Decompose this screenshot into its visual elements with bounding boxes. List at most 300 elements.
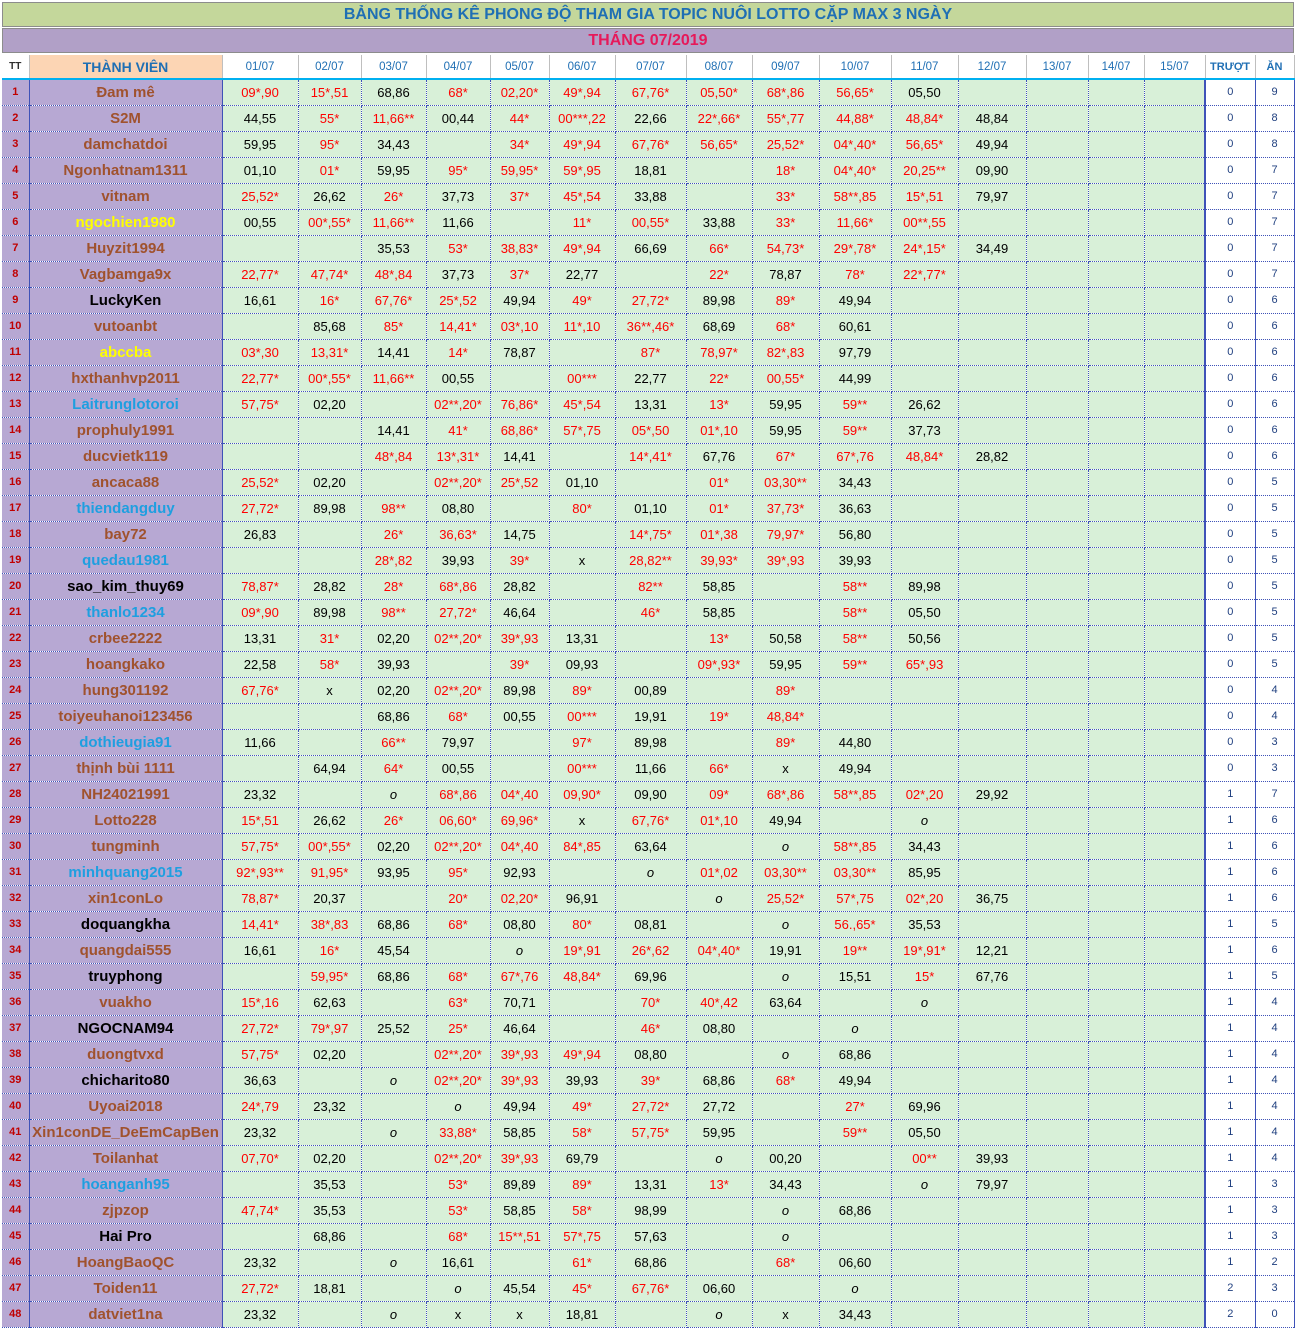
pick-cell[interactable]: 00,55: [426, 755, 490, 781]
pick-cell[interactable]: [1144, 807, 1205, 833]
pick-cell[interactable]: [958, 911, 1026, 937]
pick-cell[interactable]: 58,85: [490, 1197, 549, 1223]
pick-cell[interactable]: 82**: [615, 573, 686, 599]
member-name-cell[interactable]: hoangkako: [29, 651, 222, 677]
row-number-cell[interactable]: 23: [2, 651, 29, 677]
pick-cell[interactable]: [1144, 157, 1205, 183]
pick-cell[interactable]: [819, 677, 891, 703]
pick-cell[interactable]: [752, 1093, 819, 1119]
pick-cell[interactable]: 67,76: [958, 963, 1026, 989]
pick-cell[interactable]: 68,86: [819, 1197, 891, 1223]
pick-cell[interactable]: [1026, 573, 1088, 599]
pick-cell[interactable]: [615, 469, 686, 495]
pick-cell[interactable]: o: [361, 781, 426, 807]
pick-cell[interactable]: [1026, 469, 1088, 495]
pick-cell[interactable]: [958, 209, 1026, 235]
pick-cell[interactable]: [1088, 79, 1144, 105]
header-date[interactable]: 11/07: [891, 55, 958, 79]
pick-cell[interactable]: 57,75*: [222, 391, 298, 417]
row-number-cell[interactable]: 32: [2, 885, 29, 911]
pick-cell[interactable]: [891, 703, 958, 729]
miss-count-cell[interactable]: 1: [1205, 1249, 1255, 1275]
pick-cell[interactable]: 29,92: [958, 781, 1026, 807]
pick-cell[interactable]: 37,73: [426, 261, 490, 287]
pick-cell[interactable]: [549, 521, 615, 547]
pick-cell[interactable]: [549, 599, 615, 625]
pick-cell[interactable]: [1144, 625, 1205, 651]
miss-count-cell[interactable]: 1: [1205, 937, 1255, 963]
pick-cell[interactable]: [1088, 365, 1144, 391]
pick-cell[interactable]: 59,95*: [490, 157, 549, 183]
pick-cell[interactable]: 59,95: [686, 1119, 752, 1145]
pick-cell[interactable]: [1088, 417, 1144, 443]
pick-cell[interactable]: o: [752, 1197, 819, 1223]
pick-cell[interactable]: [1026, 599, 1088, 625]
row-number-cell[interactable]: 25: [2, 703, 29, 729]
pick-cell[interactable]: [1026, 1015, 1088, 1041]
pick-cell[interactable]: [1088, 131, 1144, 157]
pick-cell[interactable]: 25,52*: [752, 885, 819, 911]
member-name-cell[interactable]: Laitrunglotoroi: [29, 391, 222, 417]
pick-cell[interactable]: 79,97: [426, 729, 490, 755]
pick-cell[interactable]: 19,91: [615, 703, 686, 729]
pick-cell[interactable]: 66,69: [615, 235, 686, 261]
pick-cell[interactable]: 89*: [549, 677, 615, 703]
pick-cell[interactable]: 63*: [426, 989, 490, 1015]
pick-cell[interactable]: [686, 833, 752, 859]
pick-cell[interactable]: [1088, 1041, 1144, 1067]
pick-cell[interactable]: 70,71: [490, 989, 549, 1015]
header-date[interactable]: 08/07: [686, 55, 752, 79]
pick-cell[interactable]: 02**,20*: [426, 1145, 490, 1171]
pick-cell[interactable]: [1026, 859, 1088, 885]
pick-cell[interactable]: 58,85: [490, 1119, 549, 1145]
row-number-cell[interactable]: 26: [2, 729, 29, 755]
miss-count-cell[interactable]: 0: [1205, 391, 1255, 417]
pick-cell[interactable]: 02,20: [298, 469, 361, 495]
pick-cell[interactable]: 65*,93: [891, 651, 958, 677]
pick-cell[interactable]: [1088, 625, 1144, 651]
pick-cell[interactable]: 97*: [549, 729, 615, 755]
pick-cell[interactable]: 16,61: [426, 1249, 490, 1275]
pick-cell[interactable]: [1144, 339, 1205, 365]
pick-cell[interactable]: [891, 1301, 958, 1327]
pick-cell[interactable]: [891, 1015, 958, 1041]
pick-cell[interactable]: 34,43: [361, 131, 426, 157]
pick-cell[interactable]: 27,72: [686, 1093, 752, 1119]
pick-cell[interactable]: [1026, 105, 1088, 131]
pick-cell[interactable]: 18,81: [298, 1275, 361, 1301]
miss-count-cell[interactable]: 0: [1205, 599, 1255, 625]
pick-cell[interactable]: 79,97: [958, 183, 1026, 209]
win-count-cell[interactable]: 4: [1255, 677, 1294, 703]
pick-cell[interactable]: [1026, 261, 1088, 287]
pick-cell[interactable]: 00,55: [490, 703, 549, 729]
pick-cell[interactable]: 89*: [752, 287, 819, 313]
pick-cell[interactable]: [1026, 1197, 1088, 1223]
pick-cell[interactable]: [958, 417, 1026, 443]
header-member[interactable]: THÀNH VIÊN: [29, 55, 222, 79]
header-date[interactable]: 04/07: [426, 55, 490, 79]
pick-cell[interactable]: [891, 365, 958, 391]
pick-cell[interactable]: 68*: [752, 1067, 819, 1093]
row-number-cell[interactable]: 14: [2, 417, 29, 443]
win-count-cell[interactable]: 2: [1255, 1249, 1294, 1275]
pick-cell[interactable]: [1088, 703, 1144, 729]
pick-cell[interactable]: 59,95: [361, 157, 426, 183]
pick-cell[interactable]: 26*: [361, 807, 426, 833]
pick-cell[interactable]: [891, 313, 958, 339]
win-count-cell[interactable]: 5: [1255, 573, 1294, 599]
pick-cell[interactable]: 85*: [361, 313, 426, 339]
pick-cell[interactable]: [958, 1249, 1026, 1275]
pick-cell[interactable]: 14,41*: [222, 911, 298, 937]
pick-cell[interactable]: [1088, 1249, 1144, 1275]
pick-cell[interactable]: [1144, 131, 1205, 157]
pick-cell[interactable]: 06,60: [686, 1275, 752, 1301]
pick-cell[interactable]: 55*,77: [752, 105, 819, 131]
row-number-cell[interactable]: 11: [2, 339, 29, 365]
pick-cell[interactable]: [1088, 885, 1144, 911]
row-number-cell[interactable]: 4: [2, 157, 29, 183]
pick-cell[interactable]: 34,43: [819, 1301, 891, 1327]
pick-cell[interactable]: [490, 729, 549, 755]
pick-cell[interactable]: 26,62: [891, 391, 958, 417]
pick-cell[interactable]: 39*,93: [490, 1041, 549, 1067]
miss-count-cell[interactable]: 1: [1205, 781, 1255, 807]
pick-cell[interactable]: 22,66: [615, 105, 686, 131]
member-name-cell[interactable]: LuckyKen: [29, 287, 222, 313]
member-name-cell[interactable]: truyphong: [29, 963, 222, 989]
pick-cell[interactable]: [1088, 1119, 1144, 1145]
member-name-cell[interactable]: xin1conLo: [29, 885, 222, 911]
pick-cell[interactable]: [298, 1119, 361, 1145]
pick-cell[interactable]: [1088, 651, 1144, 677]
pick-cell[interactable]: [1088, 105, 1144, 131]
pick-cell[interactable]: [361, 1171, 426, 1197]
win-count-cell[interactable]: 5: [1255, 495, 1294, 521]
pick-cell[interactable]: 00,20: [752, 1145, 819, 1171]
pick-cell[interactable]: 29*,78*: [819, 235, 891, 261]
pick-cell[interactable]: 02*,20: [891, 781, 958, 807]
pick-cell[interactable]: [549, 339, 615, 365]
member-name-cell[interactable]: Toilanhat: [29, 1145, 222, 1171]
miss-count-cell[interactable]: 0: [1205, 79, 1255, 105]
member-name-cell[interactable]: chicharito80: [29, 1067, 222, 1093]
header-date[interactable]: 01/07: [222, 55, 298, 79]
pick-cell[interactable]: 09,90: [958, 157, 1026, 183]
pick-cell[interactable]: [1144, 1223, 1205, 1249]
row-number-cell[interactable]: 19: [2, 547, 29, 573]
pick-cell[interactable]: 56,65*: [891, 131, 958, 157]
pick-cell[interactable]: 45*,54: [549, 391, 615, 417]
pick-cell[interactable]: [615, 625, 686, 651]
pick-cell[interactable]: [1144, 729, 1205, 755]
pick-cell[interactable]: [819, 1145, 891, 1171]
pick-cell[interactable]: 44,55: [222, 105, 298, 131]
pick-cell[interactable]: 01,10: [222, 157, 298, 183]
pick-cell[interactable]: 68*,86: [426, 781, 490, 807]
pick-cell[interactable]: [1088, 235, 1144, 261]
member-name-cell[interactable]: bay72: [29, 521, 222, 547]
pick-cell[interactable]: 02*,20: [891, 885, 958, 911]
pick-cell[interactable]: 23,32: [222, 1249, 298, 1275]
pick-cell[interactable]: [615, 651, 686, 677]
pick-cell[interactable]: [1026, 417, 1088, 443]
pick-cell[interactable]: 27*: [819, 1093, 891, 1119]
pick-cell[interactable]: 05,50: [891, 1119, 958, 1145]
pick-cell[interactable]: 69,96: [615, 963, 686, 989]
pick-cell[interactable]: o: [426, 1275, 490, 1301]
pick-cell[interactable]: [891, 547, 958, 573]
pick-cell[interactable]: 37*: [490, 183, 549, 209]
pick-cell[interactable]: [1144, 989, 1205, 1015]
miss-count-cell[interactable]: 0: [1205, 235, 1255, 261]
pick-cell[interactable]: o: [361, 1119, 426, 1145]
pick-cell[interactable]: [1026, 911, 1088, 937]
row-number-cell[interactable]: 48: [2, 1301, 29, 1327]
pick-cell[interactable]: 70*: [615, 989, 686, 1015]
pick-cell[interactable]: 39*: [490, 547, 549, 573]
row-number-cell[interactable]: 28: [2, 781, 29, 807]
pick-cell[interactable]: 03,30**: [819, 859, 891, 885]
pick-cell[interactable]: 26*: [361, 521, 426, 547]
pick-cell[interactable]: [1144, 963, 1205, 989]
pick-cell[interactable]: 04*,40*: [819, 157, 891, 183]
pick-cell[interactable]: 22,77*: [222, 261, 298, 287]
win-count-cell[interactable]: 6: [1255, 937, 1294, 963]
pick-cell[interactable]: 95*: [426, 859, 490, 885]
pick-cell[interactable]: [958, 599, 1026, 625]
pick-cell[interactable]: [1088, 1223, 1144, 1249]
row-number-cell[interactable]: 40: [2, 1093, 29, 1119]
pick-cell[interactable]: 26,62: [298, 183, 361, 209]
member-name-cell[interactable]: Uyoai2018: [29, 1093, 222, 1119]
header-date[interactable]: 14/07: [1088, 55, 1144, 79]
win-count-cell[interactable]: 4: [1255, 1015, 1294, 1041]
pick-cell[interactable]: 18,81: [615, 157, 686, 183]
pick-cell[interactable]: 08,80: [490, 911, 549, 937]
pick-cell[interactable]: 89,98: [615, 729, 686, 755]
win-count-cell[interactable]: 6: [1255, 313, 1294, 339]
miss-count-cell[interactable]: 1: [1205, 1145, 1255, 1171]
pick-cell[interactable]: 78,87: [490, 339, 549, 365]
pick-cell[interactable]: 44,99: [819, 365, 891, 391]
pick-cell[interactable]: 04*,40: [490, 781, 549, 807]
pick-cell[interactable]: [958, 703, 1026, 729]
pick-cell[interactable]: 67*,76: [490, 963, 549, 989]
pick-cell[interactable]: [1144, 703, 1205, 729]
pick-cell[interactable]: 05,50: [891, 599, 958, 625]
pick-cell[interactable]: [222, 1223, 298, 1249]
pick-cell[interactable]: 68,86: [298, 1223, 361, 1249]
pick-cell[interactable]: 01*: [298, 157, 361, 183]
pick-cell[interactable]: 13*: [686, 625, 752, 651]
pick-cell[interactable]: 02,20: [361, 677, 426, 703]
pick-cell[interactable]: 08,81: [615, 911, 686, 937]
pick-cell[interactable]: 33,88: [686, 209, 752, 235]
pick-cell[interactable]: 23,32: [222, 1119, 298, 1145]
pick-cell[interactable]: 93,95: [361, 859, 426, 885]
win-count-cell[interactable]: 7: [1255, 261, 1294, 287]
pick-cell[interactable]: 59,95: [752, 417, 819, 443]
member-name-cell[interactable]: thanlo1234: [29, 599, 222, 625]
win-count-cell[interactable]: 3: [1255, 1197, 1294, 1223]
pick-cell[interactable]: 49,94: [958, 131, 1026, 157]
header-date[interactable]: 09/07: [752, 55, 819, 79]
pick-cell[interactable]: [298, 547, 361, 573]
pick-cell[interactable]: 57,75*: [615, 1119, 686, 1145]
pick-cell[interactable]: 13,31: [615, 1171, 686, 1197]
pick-cell[interactable]: [298, 781, 361, 807]
member-name-cell[interactable]: ngochien1980: [29, 209, 222, 235]
pick-cell[interactable]: [958, 1119, 1026, 1145]
pick-cell[interactable]: 14,41: [361, 339, 426, 365]
pick-cell[interactable]: 57*,75: [549, 1223, 615, 1249]
pick-cell[interactable]: 67*: [752, 443, 819, 469]
pick-cell[interactable]: [819, 1171, 891, 1197]
pick-cell[interactable]: [1144, 443, 1205, 469]
pick-cell[interactable]: 58**: [819, 599, 891, 625]
pick-cell[interactable]: 02,20: [361, 625, 426, 651]
pick-cell[interactable]: [958, 1197, 1026, 1223]
pick-cell[interactable]: 49,94: [490, 287, 549, 313]
miss-count-cell[interactable]: 1: [1205, 807, 1255, 833]
pick-cell[interactable]: [1144, 235, 1205, 261]
win-count-cell[interactable]: 7: [1255, 183, 1294, 209]
header-date[interactable]: 07/07: [615, 55, 686, 79]
member-name-cell[interactable]: Vagbamga9x: [29, 261, 222, 287]
pick-cell[interactable]: o: [752, 1041, 819, 1067]
pick-cell[interactable]: 28,82**: [615, 547, 686, 573]
pick-cell[interactable]: [426, 937, 490, 963]
pick-cell[interactable]: [958, 469, 1026, 495]
pick-cell[interactable]: [1088, 1015, 1144, 1041]
pick-cell[interactable]: [958, 859, 1026, 885]
pick-cell[interactable]: 38*,83: [298, 911, 361, 937]
pick-cell[interactable]: [958, 339, 1026, 365]
pick-cell[interactable]: 08,80: [686, 1015, 752, 1041]
row-number-cell[interactable]: 38: [2, 1041, 29, 1067]
pick-cell[interactable]: 48,84*: [549, 963, 615, 989]
miss-count-cell[interactable]: 0: [1205, 443, 1255, 469]
pick-cell[interactable]: [1088, 677, 1144, 703]
pick-cell[interactable]: [891, 339, 958, 365]
pick-cell[interactable]: [891, 287, 958, 313]
pick-cell[interactable]: 23,32: [222, 781, 298, 807]
pick-cell[interactable]: [686, 729, 752, 755]
pick-cell[interactable]: 58*: [549, 1119, 615, 1145]
pick-cell[interactable]: 25*,52: [426, 287, 490, 313]
pick-cell[interactable]: 59**: [819, 391, 891, 417]
pick-cell[interactable]: 67,76*: [222, 677, 298, 703]
pick-cell[interactable]: 50,56: [891, 625, 958, 651]
pick-cell[interactable]: 16,61: [222, 287, 298, 313]
pick-cell[interactable]: [222, 443, 298, 469]
pick-cell[interactable]: 22,77: [615, 365, 686, 391]
pick-cell[interactable]: [686, 1223, 752, 1249]
pick-cell[interactable]: o: [490, 937, 549, 963]
row-number-cell[interactable]: 5: [2, 183, 29, 209]
pick-cell[interactable]: 89,98: [686, 287, 752, 313]
pick-cell[interactable]: 49*,94: [549, 131, 615, 157]
miss-count-cell[interactable]: 0: [1205, 157, 1255, 183]
pick-cell[interactable]: 98**: [361, 495, 426, 521]
pick-cell[interactable]: [958, 365, 1026, 391]
pick-cell[interactable]: 68*: [426, 1223, 490, 1249]
pick-cell[interactable]: 68,86: [819, 1041, 891, 1067]
pick-cell[interactable]: [1026, 807, 1088, 833]
pick-cell[interactable]: [1144, 1249, 1205, 1275]
row-number-cell[interactable]: 36: [2, 989, 29, 1015]
pick-cell[interactable]: 09,90: [615, 781, 686, 807]
pick-cell[interactable]: [1088, 781, 1144, 807]
header-date[interactable]: 10/07: [819, 55, 891, 79]
pick-cell[interactable]: [1088, 755, 1144, 781]
row-number-cell[interactable]: 22: [2, 625, 29, 651]
pick-cell[interactable]: [958, 391, 1026, 417]
pick-cell[interactable]: [1144, 1067, 1205, 1093]
miss-count-cell[interactable]: 0: [1205, 625, 1255, 651]
pick-cell[interactable]: 00***: [549, 703, 615, 729]
pick-cell[interactable]: [1088, 157, 1144, 183]
pick-cell[interactable]: 07,70*: [222, 1145, 298, 1171]
pick-cell[interactable]: [1026, 391, 1088, 417]
pick-cell[interactable]: [1088, 1275, 1144, 1301]
member-name-cell[interactable]: crbee2222: [29, 625, 222, 651]
pick-cell[interactable]: [1144, 1275, 1205, 1301]
pick-cell[interactable]: [1026, 287, 1088, 313]
pick-cell[interactable]: [1026, 547, 1088, 573]
pick-cell[interactable]: [1026, 495, 1088, 521]
pick-cell[interactable]: [1026, 79, 1088, 105]
pick-cell[interactable]: 24*,15*: [891, 235, 958, 261]
pick-cell[interactable]: o: [891, 989, 958, 1015]
pick-cell[interactable]: [1088, 495, 1144, 521]
pick-cell[interactable]: 38,83*: [490, 235, 549, 261]
pick-cell[interactable]: 76,86*: [490, 391, 549, 417]
pick-cell[interactable]: [958, 1041, 1026, 1067]
pick-cell[interactable]: 11*: [549, 209, 615, 235]
pick-cell[interactable]: 00,55*: [615, 209, 686, 235]
member-name-cell[interactable]: NH24021991: [29, 781, 222, 807]
pick-cell[interactable]: [1026, 209, 1088, 235]
pick-cell[interactable]: 68,86: [361, 79, 426, 105]
pick-cell[interactable]: 84*,85: [549, 833, 615, 859]
pick-cell[interactable]: [891, 755, 958, 781]
pick-cell[interactable]: [958, 755, 1026, 781]
pick-cell[interactable]: 15*,51: [222, 807, 298, 833]
pick-cell[interactable]: 46*: [615, 599, 686, 625]
pick-cell[interactable]: 11,66**: [361, 105, 426, 131]
win-count-cell[interactable]: 7: [1255, 209, 1294, 235]
miss-count-cell[interactable]: 0: [1205, 729, 1255, 755]
pick-cell[interactable]: 01*: [686, 495, 752, 521]
header-tt[interactable]: TT: [2, 55, 29, 79]
win-count-cell[interactable]: 6: [1255, 859, 1294, 885]
pick-cell[interactable]: [1144, 1301, 1205, 1327]
pick-cell[interactable]: 02,20: [298, 1145, 361, 1171]
pick-cell[interactable]: 27,72*: [615, 1093, 686, 1119]
pick-cell[interactable]: 09*: [686, 781, 752, 807]
member-name-cell[interactable]: hung301192: [29, 677, 222, 703]
pick-cell[interactable]: 02**,20*: [426, 1041, 490, 1067]
pick-cell[interactable]: 15,51: [819, 963, 891, 989]
win-count-cell[interactable]: 3: [1255, 729, 1294, 755]
pick-cell[interactable]: o: [426, 1093, 490, 1119]
pick-cell[interactable]: 09,93: [549, 651, 615, 677]
pick-cell[interactable]: [1144, 677, 1205, 703]
